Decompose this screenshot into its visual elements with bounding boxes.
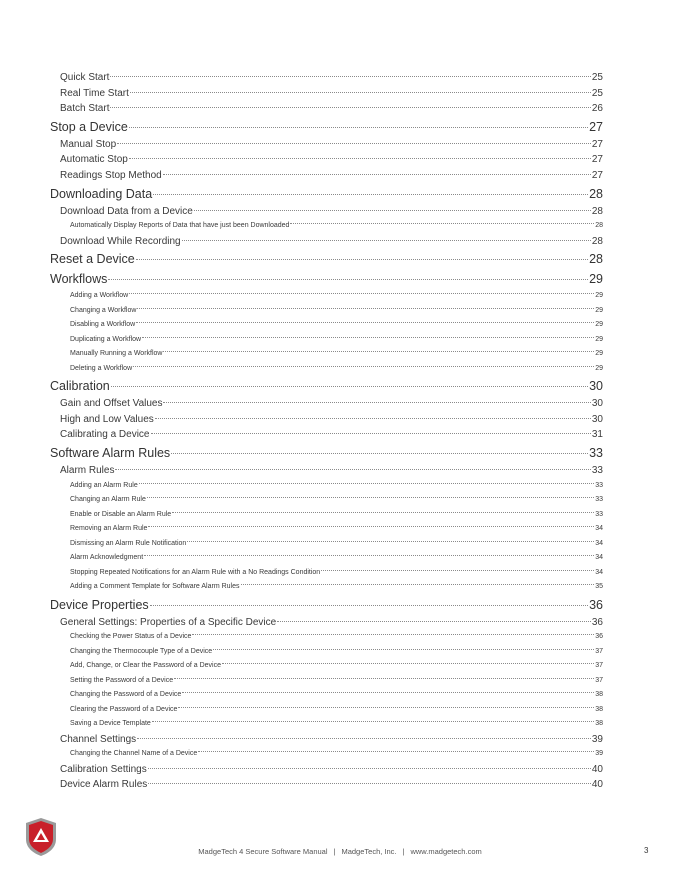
toc-dot-leader: [163, 402, 590, 403]
toc-entry-title: Automatic Stop: [60, 154, 128, 166]
toc-entry[interactable]: [50, 152, 603, 168]
toc-dot-leader: [137, 738, 591, 739]
toc-entry-title: Gain and Offset Values: [60, 398, 163, 410]
madgetech-logo-icon: [24, 817, 58, 857]
toc-entry[interactable]: [50, 551, 603, 566]
toc-entry-page: 26: [591, 103, 603, 115]
toc-dot-leader: [150, 605, 588, 606]
toc-dot-leader: [130, 92, 591, 93]
toc-entry-page: 28: [589, 186, 603, 201]
toc-entry-page: 37: [595, 662, 603, 670]
toc-entry[interactable]: [50, 522, 603, 537]
toc-entry-page: 28: [589, 252, 603, 267]
toc-entry-title: Channel Settings: [60, 733, 137, 745]
toc-entry[interactable]: [50, 493, 603, 508]
toc-entry[interactable]: [50, 376, 603, 396]
toc-entry-title: Manual Stop: [60, 138, 117, 150]
toc-entry-page: 30: [591, 398, 603, 410]
toc-entry[interactable]: [50, 580, 603, 595]
toc-entry-title: Device Properties: [50, 597, 149, 612]
toc-entry[interactable]: [50, 347, 603, 362]
toc-entry-title: Adding a Comment Template for Software Alarm Rules: [70, 583, 240, 591]
toc-entry[interactable]: [50, 249, 603, 269]
toc-entry[interactable]: [50, 463, 603, 479]
toc-entry-title: Changing the Thermocouple Type of a Device: [70, 647, 213, 655]
toc-entry[interactable]: [50, 333, 603, 348]
toc-entry-page: 35: [595, 583, 603, 591]
toc-entry-page: 33: [595, 510, 603, 518]
toc-entry-page: 40: [591, 763, 603, 775]
toc-entry-page: 30: [591, 413, 603, 425]
toc-entry-title: Stop a Device: [50, 119, 128, 134]
toc-entry-page: 31: [591, 429, 603, 441]
toc-dot-leader: [136, 259, 588, 260]
toc-dot-leader: [194, 210, 591, 211]
toc-entry-page: 25: [591, 87, 603, 99]
toc-dot-leader: [290, 223, 594, 224]
toc-entry[interactable]: [50, 168, 603, 184]
toc-dot-leader: [147, 497, 594, 498]
toc-entry-page: 29: [595, 321, 603, 329]
toc-entry[interactable]: [50, 508, 603, 523]
toc-entry-title: Reset a Device: [50, 252, 135, 267]
toc-entry-title: Adding a Workflow: [70, 292, 129, 300]
toc-entry-title: Disabling a Workflow: [70, 321, 136, 329]
toc-entry-page: 36: [595, 633, 603, 641]
page-number: 3: [644, 846, 649, 855]
toc-dot-leader: [155, 418, 591, 419]
toc-dot-leader: [192, 634, 594, 635]
toc-dot-leader: [182, 692, 594, 693]
toc-entry-title: Manually Running a Workflow: [70, 350, 163, 358]
toc-entry[interactable]: [50, 645, 603, 660]
toc-entry-title: Quick Start: [60, 72, 110, 83]
toc-entry-page: 37: [595, 676, 603, 684]
toc-entry[interactable]: [50, 717, 603, 732]
toc-dot-leader: [139, 483, 594, 484]
toc-dot-leader: [163, 351, 594, 352]
toc-entry[interactable]: [50, 537, 603, 552]
toc-dot-leader: [213, 649, 594, 650]
toc-entry-title: Automatically Display Reports of Data that have just been Downloaded: [70, 222, 290, 230]
toc-dot-leader: [321, 570, 594, 571]
toc-entry-page: 38: [595, 720, 603, 728]
footer-manual-title: MadgeTech 4 Secure Software Manual: [198, 847, 328, 856]
toc-entry-title: Downloading Data: [50, 186, 153, 201]
toc-entry-title: Checking the Power Status of a Device: [70, 633, 192, 641]
toc-entry-title: Changing the Password of a Device: [70, 691, 182, 699]
page-footer: [0, 847, 680, 856]
toc-dot-leader: [182, 240, 591, 241]
toc-entry-title: Download Data from a Device: [60, 205, 193, 217]
toc-entry[interactable]: [50, 747, 603, 762]
toc-entry-title: Clearing the Password of a Device: [70, 705, 178, 713]
toc-entry-title: Changing the Channel Name of a Device: [70, 750, 198, 758]
toc-entry-page: 40: [591, 779, 603, 791]
toc-entry[interactable]: [50, 762, 603, 778]
toc-entry-title: Removing an Alarm Rule: [70, 525, 148, 533]
toc-entry-title: General Settings: Properties of a Specific Device: [60, 616, 277, 628]
toc-entry-page: 34: [595, 568, 603, 576]
toc-dot-leader: [144, 555, 594, 556]
toc-entry[interactable]: [50, 101, 603, 117]
toc-entry-title: Setting the Password of a Device: [70, 676, 174, 684]
toc-entry-page: 25: [591, 72, 603, 83]
toc-entry-title: Duplicating a Workflow: [70, 335, 142, 343]
toc-entry[interactable]: [50, 566, 603, 581]
toc-entry-title: Download While Recording: [60, 235, 181, 247]
toc-entry-title: High and Low Values: [60, 413, 154, 425]
toc-entry[interactable]: [50, 117, 603, 137]
toc-entry[interactable]: [50, 289, 603, 304]
toc-entry[interactable]: [50, 137, 603, 153]
footer-website[interactable]: www.madgetech.com: [410, 847, 482, 856]
toc-entry-page: 33: [595, 496, 603, 504]
toc-dot-leader: [148, 783, 591, 784]
toc-entry-page: 39: [595, 750, 603, 758]
toc-dot-leader: [178, 707, 594, 708]
toc-entry-title: Enable or Disable an Alarm Rule: [70, 510, 172, 518]
toc-dot-leader: [108, 279, 588, 280]
toc-entry[interactable]: [50, 659, 603, 674]
toc-entry[interactable]: [50, 732, 603, 748]
toc-entry-page: 28: [595, 222, 603, 230]
toc-dot-leader: [163, 174, 591, 175]
footer-separator: |: [333, 847, 336, 856]
toc-entry[interactable]: [50, 204, 603, 220]
toc-entry-page: 29: [595, 306, 603, 314]
toc-entry-page: 36: [589, 597, 603, 612]
toc-entry-title: Dismissing an Alarm Rule Notification: [70, 539, 187, 547]
toc-entry-title: Software Alarm Rules: [50, 446, 171, 461]
toc-entry-page: 30: [589, 379, 603, 394]
toc-entry-title: Device Alarm Rules: [60, 779, 148, 791]
toc-entry-page: 37: [595, 647, 603, 655]
toc-entry[interactable]: [50, 269, 603, 289]
toc-entry-page: 38: [595, 691, 603, 699]
toc-entry-page: 36: [591, 616, 603, 628]
toc-entry[interactable]: [50, 688, 603, 703]
toc-dot-leader: [148, 526, 594, 527]
toc-entry-page: 39: [591, 733, 603, 745]
toc-dot-leader: [153, 194, 588, 195]
toc-entry-page: 29: [595, 335, 603, 343]
toc-dot-leader: [115, 469, 590, 470]
toc-dot-leader: [129, 293, 594, 294]
toc-entry-page: 33: [595, 481, 603, 489]
toc-dot-leader: [172, 512, 594, 513]
footer-company: MadgeTech, Inc.: [341, 847, 397, 856]
toc-entry[interactable]: [50, 70, 603, 86]
toc-entry-page: 34: [595, 539, 603, 547]
toc-entry-title: Alarm Acknowledgment: [70, 554, 144, 562]
toc-entry-page: 27: [589, 119, 603, 134]
toc-entry-page: 33: [591, 465, 603, 477]
toc-entry[interactable]: [50, 703, 603, 718]
toc-entry-page: 29: [589, 272, 603, 287]
toc-entry[interactable]: [50, 234, 603, 250]
toc-dot-leader: [152, 721, 594, 722]
toc-entry[interactable]: [50, 777, 603, 793]
toc-entry[interactable]: [50, 219, 603, 234]
toc-dot-leader: [117, 143, 591, 144]
table-of-contents: [50, 70, 603, 793]
toc-dot-leader: [142, 337, 594, 338]
toc-entry-page: 38: [595, 705, 603, 713]
toc-entry-page: 29: [595, 350, 603, 358]
toc-entry[interactable]: [50, 479, 603, 494]
toc-entry-title: Saving a Device Template: [70, 720, 151, 728]
toc-entry-page: 27: [591, 154, 603, 166]
toc-entry-title: Real Time Start: [60, 87, 129, 99]
toc-entry-title: Add, Change, or Clear the Password of a Device: [70, 662, 221, 670]
toc-entry[interactable]: [50, 304, 603, 319]
toc-entry[interactable]: [50, 86, 603, 102]
toc-dot-leader: [110, 76, 590, 77]
toc-entry-title: Deleting a Workflow: [70, 364, 133, 372]
toc-dot-leader: [148, 768, 591, 769]
toc-dot-leader: [111, 386, 588, 387]
toc-entry-title: Changing an Alarm Rule: [70, 496, 146, 504]
toc-entry-title: Adding an Alarm Rule: [70, 481, 138, 489]
toc-entry[interactable]: [50, 443, 603, 463]
toc-entry-title: Readings Stop Method: [60, 169, 162, 181]
toc-entry-title: Calibration: [50, 379, 110, 394]
toc-entry[interactable]: [50, 427, 603, 443]
toc-dot-leader: [129, 127, 588, 128]
toc-dot-leader: [277, 621, 591, 622]
toc-entry-page: 27: [591, 169, 603, 181]
toc-entry-title: Calibrating a Device: [60, 429, 150, 441]
toc-dot-leader: [198, 751, 594, 752]
toc-entry[interactable]: [50, 595, 603, 615]
toc-dot-leader: [174, 678, 594, 679]
toc-entry[interactable]: [50, 674, 603, 689]
toc-dot-leader: [133, 366, 594, 367]
toc-dot-leader: [151, 433, 591, 434]
toc-dot-leader: [137, 308, 594, 309]
toc-entry-title: Alarm Rules: [60, 465, 115, 477]
toc-entry-page: 29: [595, 364, 603, 372]
toc-entry[interactable]: [50, 630, 603, 645]
toc-entry-title: Stopping Repeated Notifications for an Alarm Rule with a No Readings Condition: [70, 568, 321, 576]
toc-entry[interactable]: [50, 396, 603, 412]
toc-entry-page: 34: [595, 554, 603, 562]
toc-entry-page: 33: [589, 446, 603, 461]
toc-entry[interactable]: [50, 184, 603, 204]
toc-entry-page: 28: [591, 205, 603, 217]
footer-separator: |: [402, 847, 405, 856]
toc-dot-leader: [129, 158, 591, 159]
toc-dot-leader: [187, 541, 594, 542]
toc-entry[interactable]: [50, 412, 603, 428]
toc-dot-leader: [222, 663, 594, 664]
toc-entry-title: Calibration Settings: [60, 763, 147, 775]
toc-entry[interactable]: [50, 318, 603, 333]
toc-dot-leader: [110, 107, 590, 108]
toc-entry-title: Changing a Workflow: [70, 306, 137, 314]
toc-entry-title: Batch Start: [60, 103, 110, 115]
toc-dot-leader: [171, 453, 588, 454]
toc-entry-page: 29: [595, 292, 603, 300]
toc-dot-leader: [241, 584, 595, 585]
toc-entry[interactable]: [50, 362, 603, 377]
toc-entry[interactable]: [50, 615, 603, 631]
toc-entry-page: 27: [591, 138, 603, 150]
toc-entry-page: 28: [591, 235, 603, 247]
toc-entry-page: 34: [595, 525, 603, 533]
toc-entry-title: Workflows: [50, 272, 108, 287]
toc-dot-leader: [136, 322, 594, 323]
